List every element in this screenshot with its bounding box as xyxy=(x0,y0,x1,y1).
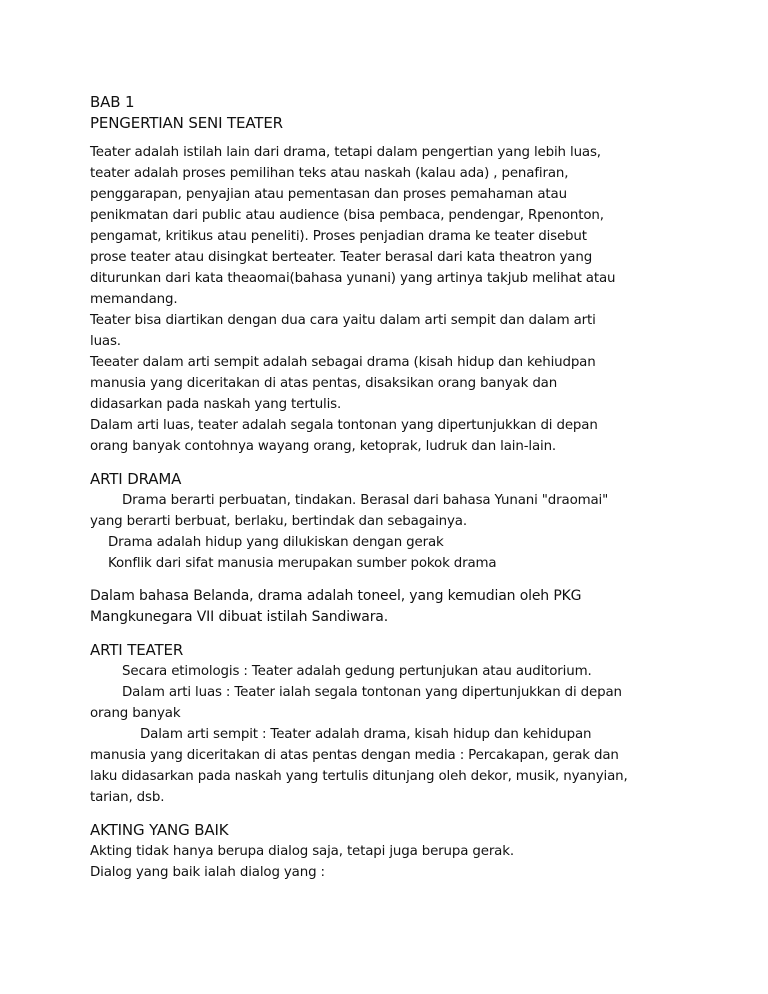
text-line: luas. xyxy=(90,334,121,349)
text-line: Drama berarti perbuatan, tindakan. Berasal dari bahasa Yunani "draomai" xyxy=(122,493,609,508)
text-line: Mangkunegara VII dibuat istilah Sandiwara. xyxy=(90,609,389,625)
text-line: pengamat, kritikus atau peneliti). Proses penjadian drama ke teater disebut xyxy=(90,229,587,244)
text-line: Teater bisa diartikan dengan dua cara yaitu dalam arti sempit dan dalam arti xyxy=(90,313,596,328)
text-line: memandang. xyxy=(90,292,178,307)
text-line: Akting tidak hanya berupa dialog saja, tetapi juga berupa gerak. xyxy=(90,844,514,859)
text-line: prose teater atau disingkat berteater. Teater berasal dari kata theatron yang xyxy=(90,250,593,265)
text-line: didasarkan pada naskah yang tertulis. xyxy=(90,397,342,412)
text-line: Teater adalah istilah lain dari drama, tetapi dalam pengertian yang lebih luas, xyxy=(90,145,601,160)
text-line: orang banyak contohnya wayang orang, ketoprak, ludruk dan lain-lain. xyxy=(90,439,557,454)
text-line: tarian, dsb. xyxy=(90,790,165,805)
section-akting xyxy=(90,820,690,883)
text-line: Dialog yang baik ialah dialog yang : xyxy=(90,865,325,880)
section-heading: ARTI DRAMA xyxy=(90,470,182,488)
document-page xyxy=(90,92,690,883)
text-line: Konflik dari sifat manusia merupakan sumber pokok drama xyxy=(108,556,497,571)
chapter-title: PENGERTIAN SENI TEATER xyxy=(90,114,283,132)
intro-paragraph xyxy=(90,142,690,457)
section-heading: AKTING YANG BAIK xyxy=(90,821,229,839)
text-line: penikmatan dari public atau audience (bisa pembaca, pendengar, Rpenonton, xyxy=(90,208,604,223)
text-line: Dalam bahasa Belanda, drama adalah toneel, yang kemudian oleh PKG xyxy=(90,588,582,604)
text-line: Dalam arti luas, teater adalah segala tontonan yang dipertunjukkan di depan xyxy=(90,418,598,433)
text-line: manusia yang diceritakan di atas pentas, disaksikan orang banyak dan xyxy=(90,376,558,391)
text-line: manusia yang diceritakan di atas pentas dengan media : Percakapan, gerak dan xyxy=(90,748,619,763)
text-line: diturunkan dari kata theaomai(bahasa yunani) yang artinya takjub melihat atau xyxy=(90,271,616,286)
section-arti-drama xyxy=(90,469,690,628)
text-line: Secara etimologis : Teater adalah gedung pertunjukan atau auditorium. xyxy=(122,664,592,679)
text-line: Drama adalah hidup yang dilukiskan dengan gerak xyxy=(108,535,444,550)
text-line: yang berarti berbuat, berlaku, bertindak dan sebagainya. xyxy=(90,514,467,529)
text-line: teater adalah proses pemilihan teks atau naskah (kalau ada) , penafiran, xyxy=(90,166,569,181)
text-line: orang banyak xyxy=(90,706,181,721)
text-line: Dalam arti luas : Teater ialah segala tontonan yang dipertunjukkan di depan xyxy=(122,685,622,700)
text-line: penggarapan, penyajian atau pementasan dan proses pemahaman atau xyxy=(90,187,567,202)
text-line: Dalam arti sempit : Teater adalah drama, kisah hidup dan kehidupan xyxy=(140,727,592,742)
chapter-label: BAB 1 xyxy=(90,93,135,111)
text-line: laku didasarkan pada naskah yang tertulis ditunjang oleh dekor, musik, nyanyian, xyxy=(90,769,628,784)
section-arti-teater xyxy=(90,640,690,808)
text-line: Teeater dalam arti sempit adalah sebagai drama (kisah hidup dan kehiudpan xyxy=(90,355,596,370)
section-heading: ARTI TEATER xyxy=(90,641,184,659)
